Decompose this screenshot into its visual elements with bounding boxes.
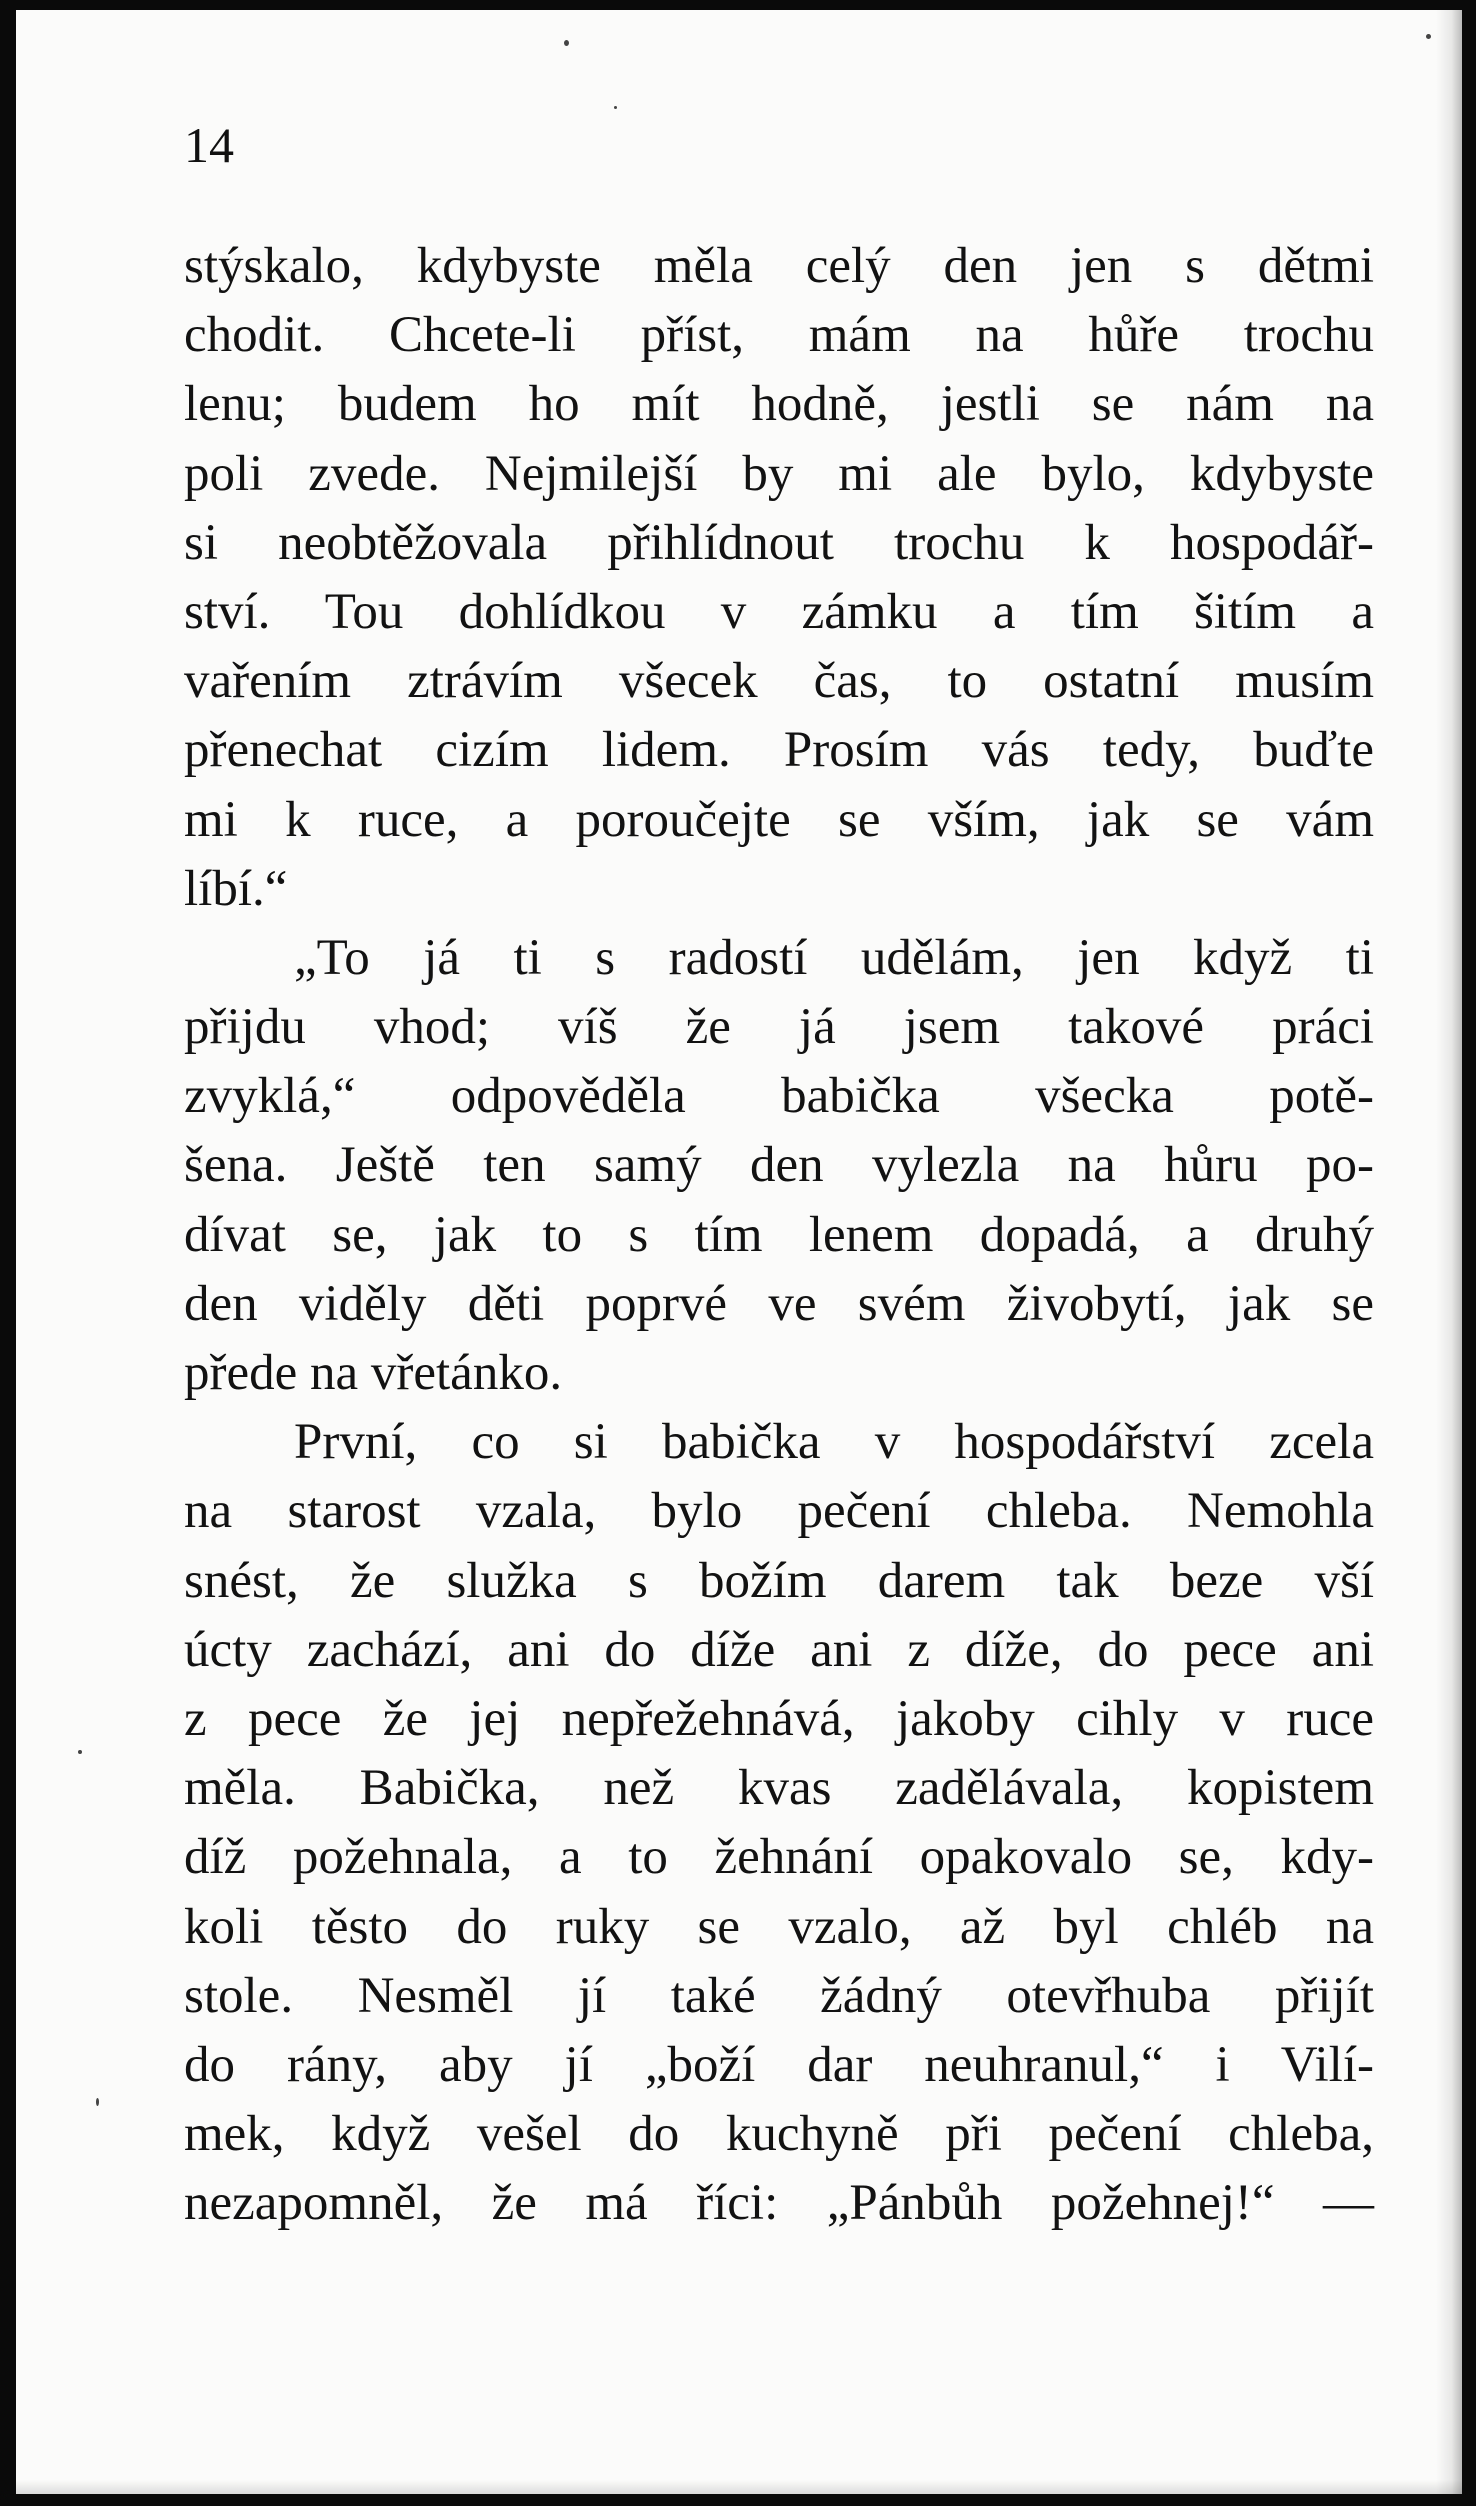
text-line: dívat se, jak to s tím lenem dopadá, a druhý bbox=[184, 1206, 1374, 1263]
scan-shadow bbox=[1436, 10, 1462, 2494]
text-line: nezapomněl, že má říci: „Pánbůh požehnej!“ — bbox=[184, 2175, 1374, 2232]
body-text bbox=[184, 232, 1374, 2238]
text-line: úcty zachází, ani do díže ani z díže, do pece ani bbox=[184, 1621, 1374, 1678]
text-line: z pece že jej nepřežehnává, jakoby cihly v ruce bbox=[184, 1690, 1374, 1747]
text-line: díž požehnala, a to žehnání opakovalo se, kdy- bbox=[184, 1829, 1374, 1886]
text-line: mek, když vešel do kuchyně při pečení chleba, bbox=[184, 2106, 1374, 2163]
text-line: přijdu vhod; víš že já jsem takové práci bbox=[184, 999, 1374, 1056]
text-line: koli těsto do ruky se vzalo, až byl chléb na bbox=[184, 1898, 1374, 1955]
text-line: přede na vřetánko. bbox=[184, 1345, 563, 1401]
text-line: do rány, aby jí „boží dar neuhranul,“ i Vilí- bbox=[184, 2036, 1374, 2093]
text-line: přenechat cizím lidem. Prosím vás tedy, buďte bbox=[184, 722, 1374, 779]
text-line: „To já ti s radostí udělám, jen když ti bbox=[294, 929, 1374, 986]
text-line: stole. Nesměl jí také žádný otevřhuba přijít bbox=[184, 1967, 1374, 2024]
text-line: poli zvede. Nejmilejší by mi ale bylo, kdybyste bbox=[184, 445, 1374, 502]
book-page bbox=[16, 10, 1462, 2494]
page-number: 14 bbox=[184, 117, 234, 173]
text-line: líbí.“ bbox=[184, 860, 288, 917]
text-line: měla. Babička, než kvas zadělávala, kopistem bbox=[184, 1760, 1374, 1817]
text-line: chodit. Chcete-li příst, mám na hůře trochu bbox=[184, 307, 1374, 364]
text-line: vařením ztrávím všecek čas, to ostatní musím bbox=[184, 653, 1374, 710]
text-line: První, co si babička v hospodářství zcela bbox=[294, 1414, 1374, 1471]
text-line: ství. Tou dohlídkou v zámku a tím šitím a bbox=[184, 583, 1374, 640]
scan-speck bbox=[96, 2098, 99, 2106]
scan-speck bbox=[614, 106, 617, 109]
text-line: mi k ruce, a poroučejte se vším, jak se vám bbox=[184, 791, 1374, 848]
text-line: na starost vzala, bylo pečení chleba. Nemohla bbox=[184, 1483, 1374, 1540]
text-line: si neobtěžovala přihlídnout trochu k hospodář- bbox=[184, 514, 1374, 571]
scan-speck bbox=[78, 1750, 82, 1754]
text-line: šena. Ještě ten samý den vylezla na hůru po- bbox=[184, 1137, 1374, 1194]
text-line: lenu; budem ho mít hodně, jestli se nám na bbox=[184, 376, 1374, 433]
text-line: den viděly děti poprvé ve svém živobytí, jak se bbox=[184, 1275, 1374, 1332]
scan-speck bbox=[564, 40, 569, 46]
text-line: zvyklá,“ odpověděla babička všecka potě- bbox=[184, 1068, 1374, 1125]
scan-shadow bbox=[16, 2480, 1462, 2494]
text-line: stýskalo, kdybyste měla celý den jen s dětmi bbox=[184, 238, 1374, 294]
scan-speck bbox=[1426, 34, 1431, 39]
text-line: snést, že služka s božím darem tak beze vší bbox=[184, 1552, 1374, 1609]
